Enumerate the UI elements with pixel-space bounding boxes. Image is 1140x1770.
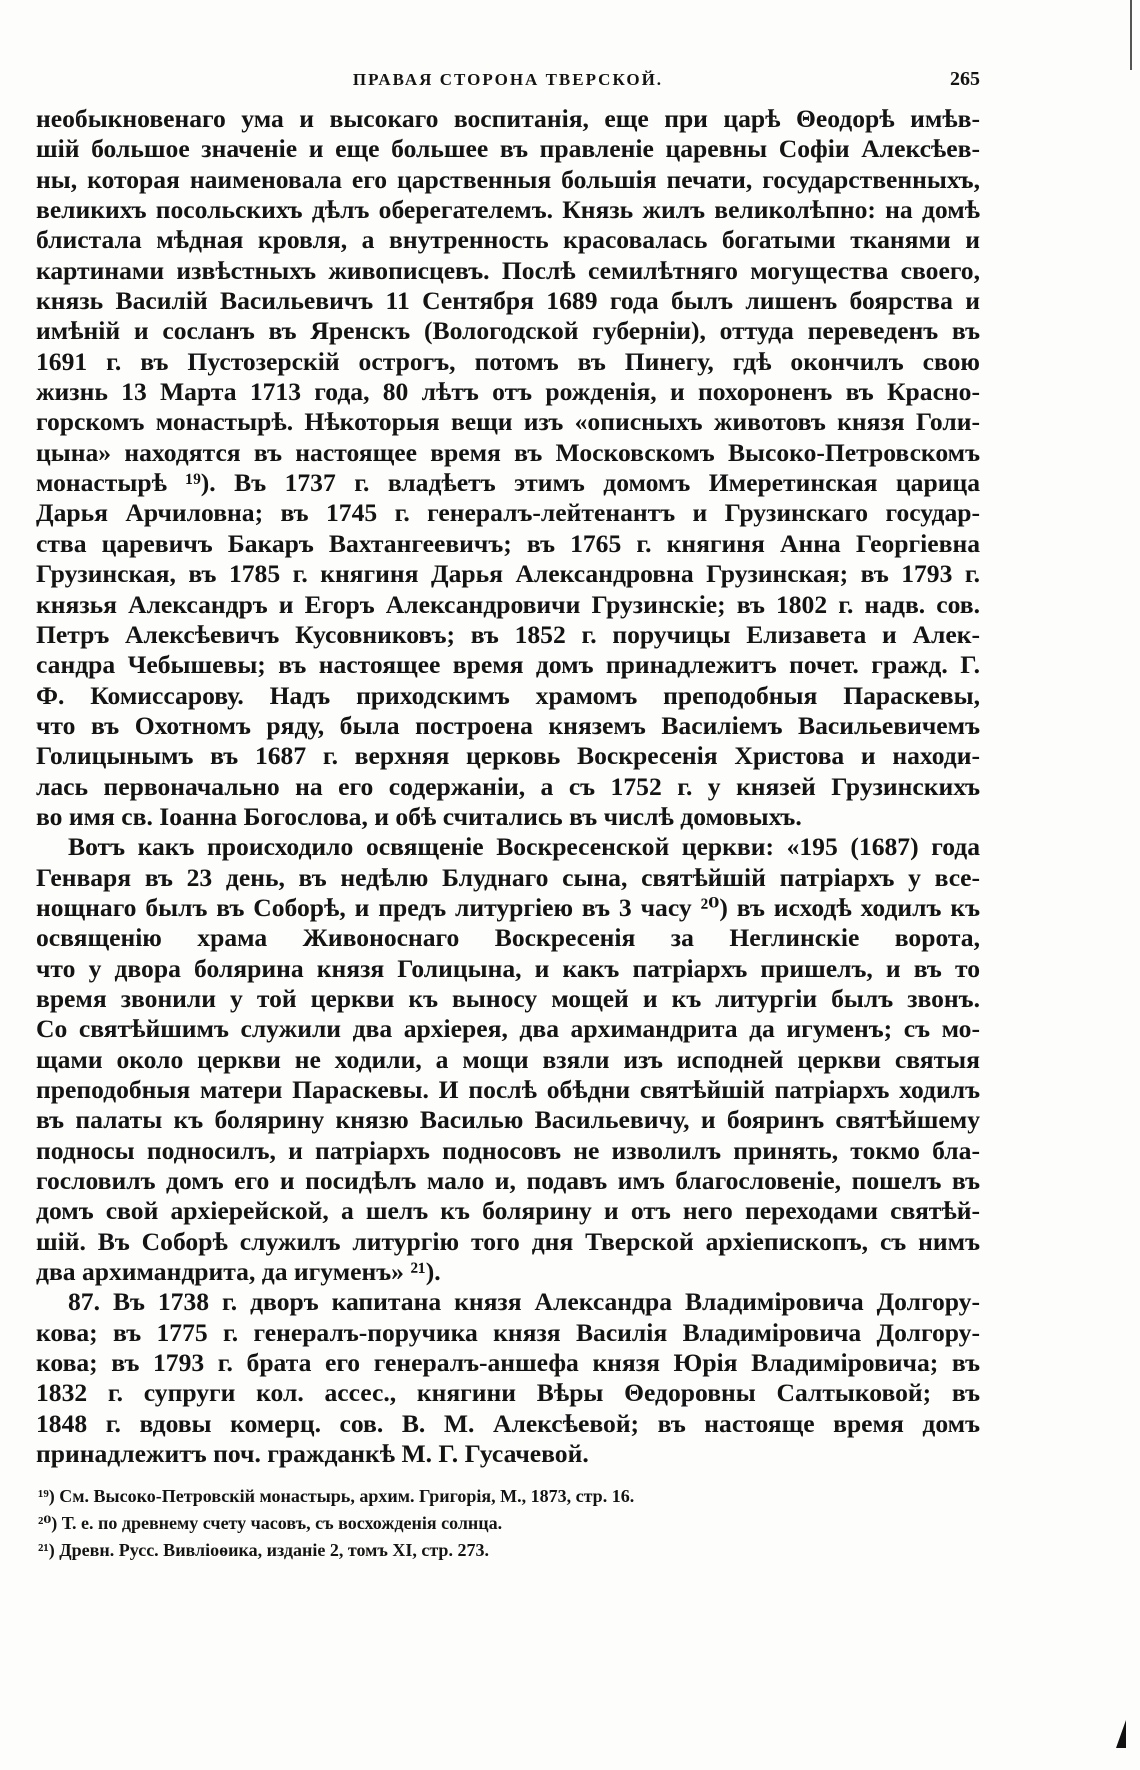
footnote-20: ²⁰) Т. е. по древнему счету часовъ, съ восхожденія солнца. xyxy=(38,1513,503,1534)
text-line: князь Василій Васильевичъ 11 Сентября 1689 года былъ лишенъ боярства и xyxy=(36,286,980,316)
running-title: ПРАВАЯ СТОРОНА ТВЕРСКОЙ. xyxy=(352,70,664,89)
text-line: князья Александръ и Егоръ Александровичи Грузинскіе; въ 1802 г. надв. сов. xyxy=(36,589,980,619)
text-line: время звонили у той церкви къ выносу мощей и къ литургіи былъ звонъ. xyxy=(36,983,980,1013)
corner-mark xyxy=(1116,1720,1126,1748)
page-edge-mark xyxy=(1130,0,1132,70)
text-line: шій большое значеніе и еще большее въ правленіе царевны Софіи Алексѣев- xyxy=(36,134,980,164)
text-line: горскомъ монастырѣ. Нѣкоторыя вещи изъ «описныхъ животовъ князя Голи- xyxy=(36,407,980,437)
text-line: въ палаты къ болярину князю Василью Васильевичу, и бояринъ святѣйшему xyxy=(36,1105,980,1135)
text-line: цына» находятся въ настоящее время въ Московскомъ Высоко-Петровскомъ xyxy=(36,437,980,467)
text-line: щами около церкви не ходили, а мощи взяли изъ исподней церкви святыя xyxy=(36,1044,980,1074)
text-line: что въ Охотномъ ряду, была построена княземъ Василіемъ Васильевичемъ xyxy=(36,710,980,740)
text-line: 1848 г. вдовы комерц. сов. В. М. Алексѣевой; въ настояще время домъ xyxy=(36,1408,980,1438)
text-line: блистала мѣдная кровля, а внутренность красовалась богатыми тканями и xyxy=(36,225,980,255)
text-line: необыкновенаго ума и высокаго воспитанія, еще при царѣ Θеодорѣ имѣв- xyxy=(36,104,980,133)
text-line: кова; въ 1775 г. генералъ-поручика князя Василія Владиміровича Долгору- xyxy=(36,1317,980,1347)
text-line: Вотъ какъ происходило освященіе Воскресенской церкви: «195 (1687) года xyxy=(68,832,980,862)
text-line: освященію храма Живоноснаго Воскресенія за Неглинскіе ворота, xyxy=(36,923,980,953)
paragraph-1 xyxy=(36,104,980,832)
text-line: гословилъ домъ его и посидѣлъ мало и, подавъ имъ благословеніе, пошелъ въ xyxy=(36,1166,980,1196)
text-line: монастырѣ ¹⁹). Въ 1737 г. владѣетъ этимъ домомъ Имеретинская царица xyxy=(36,468,980,498)
text-line: Генваря въ 23 день, въ недѣлю Блуднаго сына, святѣйшій патріархъ у всe- xyxy=(36,862,980,892)
text-line: Со святѣйшимъ служили два архіерея, два архимандрита да игуменъ; съ мо- xyxy=(36,1014,980,1044)
running-header xyxy=(36,68,980,94)
text-line: что у двора болярина князя Голицына, и какъ патріархъ пришелъ, и въ то xyxy=(36,953,980,983)
paragraph-2 xyxy=(36,832,980,1287)
text-line: два архимандрита, да игуменъ» ²¹). xyxy=(36,1257,441,1287)
text-line: жизнь 13 Марта 1713 года, 80 лѣтъ отъ рожденія, и похороненъ въ Красно- xyxy=(36,377,980,407)
text-line: картинами извѣстныхъ живописцевъ. Послѣ семилѣтняго могущества своего, xyxy=(36,255,980,285)
text-line: Дарья Арчиловна; въ 1745 г. генералъ-лейтенантъ и Грузинскаго государ- xyxy=(36,498,980,528)
text-line: подносы подносилъ, и патріархъ подносовъ не изволилъ принять, токмо бла- xyxy=(36,1135,980,1165)
footnote-21: ²¹) Древн. Русс. Вивліоѳика, изданіе 2, томъ XI, стр. 273. xyxy=(38,1540,489,1561)
text-line: 87. Въ 1738 г. дворъ капитана князя Александра Владиміровича Долгору- xyxy=(68,1287,980,1317)
text-line: сандра Чебышевы; въ настоящее время домъ принадлежитъ почет. гражд. Г. xyxy=(36,650,980,680)
text-line: во имя св. Іоанна Богослова, и обѣ считались въ числѣ домовыхъ. xyxy=(36,801,802,831)
text-line: преподобныя матери Параскевы. И послѣ обѣдни святѣйшій патріархъ ходилъ xyxy=(36,1075,980,1104)
text-line: Петръ Алексѣевичъ Кусовниковъ; въ 1852 г. поручицы Елизавета и Алек- xyxy=(36,619,980,649)
paragraph-3 xyxy=(36,1287,980,1469)
body-text xyxy=(36,104,980,1469)
text-line: кова; въ 1793 г. брата его генералъ-аншефа князя Юрія Владиміровича; въ xyxy=(36,1348,980,1378)
text-line: Грузинская, въ 1785 г. княгиня Дарья Александровна Грузинская; въ 1793 г. xyxy=(36,559,980,589)
text-line: 1832 г. супруги кол. ассес., княгини Вѣры Θедоровны Салтыковой; въ xyxy=(36,1378,980,1408)
page-number: 265 xyxy=(950,68,980,90)
text-line: нощнаго былъ въ Соборѣ, и предъ литургіею въ 3 часу ²⁰) въ исходѣ ходилъ къ xyxy=(36,892,980,922)
book-page xyxy=(36,68,980,1564)
text-line: домъ свой архіерейской, а шелъ къ болярину и отъ него переходами святѣй- xyxy=(36,1196,980,1226)
text-line: ства царевичъ Бакаръ Вахтангеевичъ; въ 1765 г. княгиня Анна Георгіевна xyxy=(36,528,980,558)
text-line: Голицынымъ въ 1687 г. верхняя церковь Воскресенія Христова и находи- xyxy=(36,741,980,771)
text-line: лась первоначально на его содержаніи, а съ 1752 г. у князей Грузинскихъ xyxy=(36,771,980,801)
text-line: Ф. Комиссарову. Надъ приходскимъ храмомъ преподобныя Параскевы, xyxy=(36,680,980,710)
text-line: принадлежитъ поч. гражданкѣ М. Г. Гусачевой. xyxy=(36,1439,589,1469)
text-line: имѣній и сосланъ въ Яренскъ (Вологодской губерніи), оттуда переведенъ въ xyxy=(36,316,980,346)
text-line: ны, которая наименовала его царственныя большія печати, государственныхъ, xyxy=(36,164,980,194)
text-line: великихъ посольскихъ дѣлъ оберегателемъ. Князь жилъ великолѣпно: на домѣ xyxy=(36,195,980,225)
footnotes xyxy=(36,1483,980,1564)
footnote-19: ¹⁹) См. Высоко-Петровскій монастырь, архим. Григорія, М., 1873, стр. 16. xyxy=(38,1486,635,1507)
text-line: 1691 г. въ Пустозерскій острогъ, потомъ въ Пинегу, гдѣ окончилъ свою xyxy=(36,346,980,376)
text-line: шій. Въ Соборѣ служилъ литургію того дня Тверской архіепископъ, съ нимъ xyxy=(36,1226,980,1256)
